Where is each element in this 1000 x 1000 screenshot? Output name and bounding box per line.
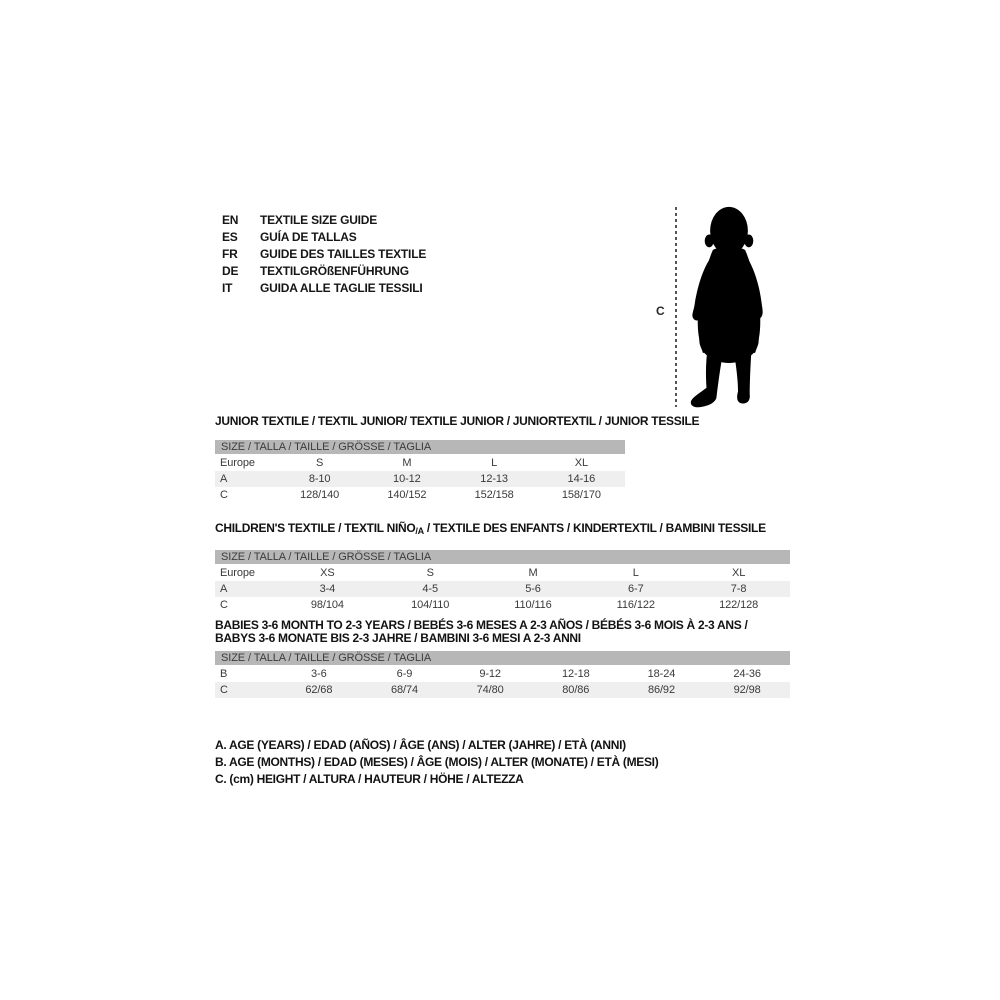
language-label: GUIDE DES TAILLES TEXTILE [260, 247, 427, 261]
age-cell: 7-8 [730, 583, 747, 595]
age-cell: 24-36 [733, 668, 761, 680]
title-line-2: BABYS 3-6 MONATE BIS 2-3 JAHRE / BAMBINI 3-6 MESI A 2-3 ANNI [215, 631, 581, 645]
height-cell: 62/68 [305, 684, 333, 696]
legend-line-a: A. AGE (YEARS) / EDAD (AÑOS) / ÂGE (ANS) / ALTER (JAHRE) / ETÀ (ANNI) [215, 738, 626, 752]
age-cell: 8-10 [308, 473, 331, 485]
table-row-height-cm [215, 682, 790, 698]
height-cell: 116/122 [616, 599, 655, 611]
language-code: ES [222, 230, 238, 244]
language-label: GUÍA DE TALLAS [260, 230, 357, 244]
height-cell: 68/74 [390, 684, 418, 696]
size-cell: XS [320, 567, 335, 579]
junior-size-table [215, 455, 625, 503]
age-cell: 18-24 [647, 668, 676, 680]
table-row-europe [215, 455, 625, 471]
table-row-height-cm [215, 487, 625, 503]
table-row-age-months [215, 666, 790, 682]
title-text: / TEXTILE DES ENFANTS / KINDERTEXTIL / BAMBINI TESSILE [423, 521, 766, 535]
language-label: TEXTILGRÖßENFÜHRUNG [260, 264, 409, 278]
toddler-silhouette-icon [684, 206, 774, 408]
age-cell: 3-6 [311, 668, 327, 680]
row-label: C [220, 599, 228, 611]
age-cell: 10-12 [393, 473, 421, 485]
childrens-textile-section [215, 521, 790, 613]
size-cell: S [426, 567, 434, 579]
row-label: Europe [220, 567, 255, 579]
height-cell: 128/140 [300, 489, 340, 501]
junior-textile-section [215, 414, 700, 503]
language-row-es [222, 229, 426, 246]
height-cell: 104/110 [411, 599, 450, 611]
legend-line-c: C. (cm) HEIGHT / ALTURA / HAUTEUR / HÖHE / ALTEZZA [215, 772, 524, 786]
size-cell: XL [731, 567, 746, 579]
language-label: GUIDA ALLE TAGLIE TESSILI [260, 281, 423, 295]
height-cell: 98/104 [310, 599, 344, 611]
language-row-it [222, 280, 426, 297]
size-cell: XL [574, 457, 588, 469]
height-cell: 74/80 [476, 684, 504, 696]
title-subscript: /A [415, 526, 424, 536]
age-cell: 3-4 [319, 583, 336, 595]
size-cell: M [402, 457, 412, 469]
size-cell: S [316, 457, 324, 469]
height-cell: 122/128 [719, 599, 759, 611]
title-text: CHILDREN'S TEXTILE / TEXTIL NIÑO [215, 521, 416, 535]
table-row-height-cm [215, 597, 790, 613]
height-cell: 158/170 [561, 489, 601, 501]
title-line-1: BABIES 3-6 MONTH TO 2-3 YEARS / BEBÉS 3-6 MESES A 2-3 AÑOS / BÉBÉS 3-6 MOIS À 2-3 ANS / [215, 618, 748, 632]
language-row-de [222, 263, 426, 280]
row-label: C [220, 684, 228, 696]
size-header-bar: SIZE / TALLA / TAILLE / GRÖSSE / TAGLIA [215, 651, 790, 665]
legend-line-b: B. AGE (MONTHS) / EDAD (MESES) / ÂGE (MOIS) / ALTER (MONATE) / ETÀ (MESI) [215, 755, 659, 769]
language-row-en [222, 212, 426, 229]
size-cell: L [632, 567, 639, 579]
legend [215, 737, 658, 788]
language-code: DE [222, 264, 239, 278]
age-cell: 12-18 [561, 668, 590, 680]
junior-table-title: JUNIOR TEXTILE / TEXTIL JUNIOR/ TEXTILE JUNIOR / JUNIORTEXTIL / JUNIOR TESSILE [215, 414, 700, 428]
row-label: A [220, 473, 228, 485]
height-cell: 92/98 [733, 684, 761, 696]
age-cell: 6-7 [627, 583, 644, 595]
language-row-fr [222, 246, 426, 263]
height-cell: 140/152 [387, 489, 427, 501]
row-label: B [220, 668, 228, 680]
size-header-bar: SIZE / TALLA / TAILLE / GRÖSSE / TAGLIA [215, 440, 625, 454]
table-row-age-years [215, 581, 790, 597]
height-cell: 152/158 [474, 489, 514, 501]
babies-size-table [215, 666, 790, 698]
row-label: Europe [220, 457, 255, 469]
size-header-bar: SIZE / TALLA / TAILLE / GRÖSSE / TAGLIA [215, 550, 790, 564]
height-measure-label: C [656, 304, 665, 318]
height-measure-dashed-line [675, 207, 677, 407]
row-label: A [220, 583, 228, 595]
height-cell: 110/116 [514, 599, 552, 611]
age-cell: 4-5 [422, 583, 438, 595]
babies-textile-section [215, 619, 790, 698]
table-row-europe [215, 565, 790, 581]
language-code: EN [222, 213, 239, 227]
size-cell: M [528, 567, 538, 579]
age-cell: 12-13 [480, 473, 508, 485]
language-code: FR [222, 247, 238, 261]
childrens-table-title [215, 521, 790, 538]
language-code: IT [222, 281, 233, 295]
age-cell: 6-9 [396, 668, 413, 680]
table-row-age-years [215, 471, 625, 487]
age-cell: 5-6 [525, 583, 541, 595]
height-cell: 86/92 [647, 684, 675, 696]
age-cell: 9-12 [479, 668, 501, 680]
height-cell: 80/86 [562, 684, 590, 696]
childrens-size-table [215, 565, 790, 613]
size-cell: L [491, 457, 498, 469]
language-list [222, 212, 426, 297]
age-cell: 14-16 [567, 473, 596, 485]
row-label: C [220, 489, 228, 501]
babies-table-title [215, 619, 790, 645]
language-label: TEXTILE SIZE GUIDE [260, 213, 378, 227]
